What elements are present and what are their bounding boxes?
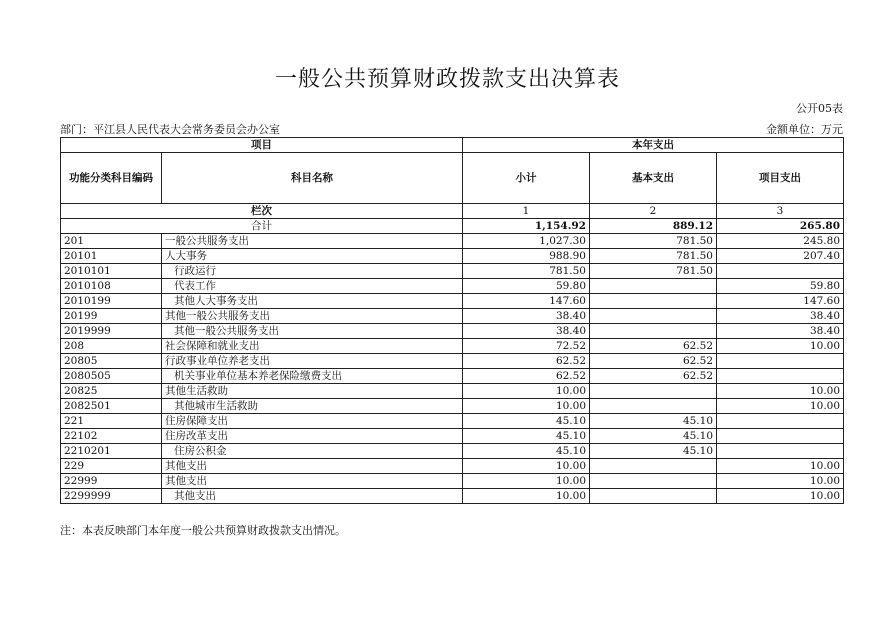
row-basic: 781.50 <box>590 264 717 279</box>
row-subtotal: 10.00 <box>463 399 590 414</box>
row-subtotal: 38.40 <box>463 309 590 324</box>
row-basic <box>590 324 717 339</box>
row-name: 住房改革支出 <box>162 429 463 444</box>
table-row <box>61 294 844 309</box>
table-row <box>61 489 844 504</box>
table-row <box>61 234 844 249</box>
row-basic: 781.50 <box>590 234 717 249</box>
table-row <box>61 279 844 294</box>
table-row <box>61 474 844 489</box>
row-code: 2082501 <box>61 399 162 414</box>
header-code: 功能分类科目编码 <box>61 153 162 204</box>
row-name: 其他一般公共服务支出 <box>162 309 463 324</box>
row-project: 10.00 <box>717 399 844 414</box>
row-basic <box>590 459 717 474</box>
row-subtotal: 45.10 <box>463 429 590 444</box>
row-code: 2010199 <box>61 294 162 309</box>
column-index-1: 1 <box>463 204 590 219</box>
department-label: 部门：平江县人民代表大会常务委员会办公室 <box>60 123 280 136</box>
row-code: 208 <box>61 339 162 354</box>
column-index-3: 3 <box>717 204 844 219</box>
table-row <box>61 264 844 279</box>
row-name: 一般公共服务支出 <box>162 234 463 249</box>
row-project: 147.60 <box>717 294 844 309</box>
row-basic <box>590 294 717 309</box>
row-project: 10.00 <box>717 459 844 474</box>
row-name: 行政运行 <box>162 264 463 279</box>
row-subtotal: 1,027.30 <box>463 234 590 249</box>
footnote: 注：本表反映部门本年度一般公共预算财政拨款支出情况。 <box>60 524 346 537</box>
row-basic <box>590 489 717 504</box>
row-code: 2210201 <box>61 444 162 459</box>
row-basic: 781.50 <box>590 249 717 264</box>
row-subtotal: 147.60 <box>463 294 590 309</box>
table-row <box>61 459 844 474</box>
table-row <box>61 309 844 324</box>
row-project <box>717 414 844 429</box>
table-row <box>61 429 844 444</box>
column-index-row <box>61 204 844 219</box>
total-row <box>61 219 844 234</box>
row-subtotal: 781.50 <box>463 264 590 279</box>
row-basic: 62.52 <box>590 369 717 384</box>
row-basic: 45.10 <box>590 414 717 429</box>
row-project: 59.80 <box>717 279 844 294</box>
row-name: 其他生活救助 <box>162 384 463 399</box>
table-row <box>61 249 844 264</box>
header-subtotal: 小计 <box>463 153 590 204</box>
row-name: 人大事务 <box>162 249 463 264</box>
header-row-1 <box>61 138 844 153</box>
row-project <box>717 429 844 444</box>
row-name: 其他支出 <box>162 474 463 489</box>
row-project: 38.40 <box>717 309 844 324</box>
row-name: 其他城市生活救助 <box>162 399 463 414</box>
row-basic: 45.10 <box>590 444 717 459</box>
row-code: 2019999 <box>61 324 162 339</box>
row-name: 社会保障和就业支出 <box>162 339 463 354</box>
row-code: 20101 <box>61 249 162 264</box>
unit-label: 金额单位：万元 <box>766 123 843 136</box>
row-basic <box>590 279 717 294</box>
expenditure-table <box>60 137 844 504</box>
row-name: 住房保障支出 <box>162 414 463 429</box>
row-subtotal: 10.00 <box>463 489 590 504</box>
row-subtotal: 10.00 <box>463 384 590 399</box>
row-subtotal: 45.10 <box>463 444 590 459</box>
row-code: 22999 <box>61 474 162 489</box>
row-name: 其他支出 <box>162 459 463 474</box>
table-row <box>61 414 844 429</box>
header-basic: 基本支出 <box>590 153 717 204</box>
total-label: 合计 <box>61 219 463 234</box>
row-code: 221 <box>61 414 162 429</box>
table-row <box>61 444 844 459</box>
row-code: 2010101 <box>61 264 162 279</box>
row-code: 22102 <box>61 429 162 444</box>
row-subtotal: 62.52 <box>463 354 590 369</box>
row-project: 10.00 <box>717 384 844 399</box>
row-name: 行政事业单位养老支出 <box>162 354 463 369</box>
row-project: 207.40 <box>717 249 844 264</box>
row-subtotal: 45.10 <box>463 414 590 429</box>
row-project <box>717 369 844 384</box>
row-code: 2010108 <box>61 279 162 294</box>
row-code: 20199 <box>61 309 162 324</box>
row-name: 其他人大事务支出 <box>162 294 463 309</box>
row-code: 2299999 <box>61 489 162 504</box>
row-project: 10.00 <box>717 489 844 504</box>
row-project <box>717 444 844 459</box>
row-code: 201 <box>61 234 162 249</box>
table-row <box>61 339 844 354</box>
row-name: 其他一般公共服务支出 <box>162 324 463 339</box>
row-code: 20825 <box>61 384 162 399</box>
column-index-label: 栏次 <box>61 204 463 219</box>
table-row <box>61 324 844 339</box>
header-project: 项目支出 <box>717 153 844 204</box>
row-basic <box>590 384 717 399</box>
column-index-2: 2 <box>590 204 717 219</box>
row-subtotal: 988.90 <box>463 249 590 264</box>
header-item: 项目 <box>61 138 463 153</box>
row-basic: 45.10 <box>590 429 717 444</box>
total-subtotal: 1,154.92 <box>463 219 590 234</box>
row-project <box>717 264 844 279</box>
row-code: 2080505 <box>61 369 162 384</box>
row-basic <box>590 399 717 414</box>
row-subtotal: 62.52 <box>463 369 590 384</box>
table-row <box>61 384 844 399</box>
row-subtotal: 10.00 <box>463 459 590 474</box>
row-name: 其他支出 <box>162 489 463 504</box>
table-row <box>61 369 844 384</box>
row-basic: 62.52 <box>590 339 717 354</box>
row-project: 38.40 <box>717 324 844 339</box>
page-title: 一般公共预算财政拨款支出决算表 <box>274 67 620 92</box>
row-name: 代表工作 <box>162 279 463 294</box>
table-row <box>61 399 844 414</box>
total-basic: 889.12 <box>590 219 717 234</box>
row-project: 10.00 <box>717 339 844 354</box>
header-name: 科目名称 <box>162 153 463 204</box>
header-current-year: 本年支出 <box>463 138 844 153</box>
row-subtotal: 38.40 <box>463 324 590 339</box>
row-subtotal: 72.52 <box>463 339 590 354</box>
row-subtotal: 59.80 <box>463 279 590 294</box>
table-row <box>61 354 844 369</box>
row-basic <box>590 309 717 324</box>
total-project: 265.80 <box>717 219 844 234</box>
row-basic <box>590 474 717 489</box>
row-name: 住房公积金 <box>162 444 463 459</box>
form-number: 公开05表 <box>796 102 843 115</box>
header-row-2 <box>61 153 844 204</box>
row-name: 机关事业单位基本养老保险缴费支出 <box>162 369 463 384</box>
row-code: 20805 <box>61 354 162 369</box>
row-project: 245.80 <box>717 234 844 249</box>
row-code: 229 <box>61 459 162 474</box>
row-basic: 62.52 <box>590 354 717 369</box>
row-subtotal: 10.00 <box>463 474 590 489</box>
row-project: 10.00 <box>717 474 844 489</box>
row-project <box>717 354 844 369</box>
